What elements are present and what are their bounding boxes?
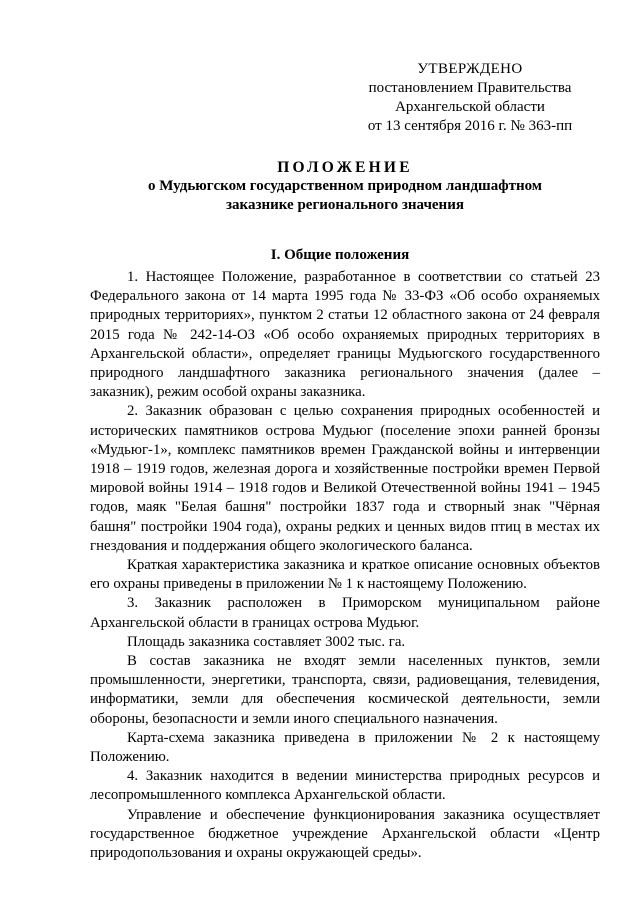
document-subtitle-line-2: заказнике регионального значения	[226, 197, 464, 213]
document-subtitle-line-1: о Мудьюгском государственном природном ландшафтном	[147, 178, 543, 194]
paragraph-3: Краткая характеристика заказника и краткое описание основных объектов его охраны приведены в приложении № 1 к настоящему Положению.	[90, 557, 600, 593]
paragraph-1: 1. Настоящее Положение, разработанное в соответствии со статьей 23 Федерального закона от 14 марта 1995 года № 33-ФЗ «Об особо охраняемых природных территориях», пунктом 2 статьи 12 областного закона от 24 февраля 2015 года № 242-14-ОЗ «Об особо охраняемых природных территориях в Архангельской области», определяет границы Мудьюгского государственного природного ландшафтного заказника регионального значения (далее – заказник), режим особой охраны заказника.	[90, 269, 600, 401]
approval-line-1: постановлением Правительства	[368, 80, 572, 96]
approval-stamp	[340, 60, 600, 136]
approval-line-2: Архангельской области	[395, 99, 545, 115]
section-heading: I. Общие положения	[270, 247, 410, 263]
paragraph-6: В состав заказника не входят земли населенных пунктов, земли промышленности, энергетики, транспорта, связи, радиовещания, телевидения, информатики, земли для обеспечения космической деятельности, земли обороны, безопасности и земли иного специального назначения.	[90, 653, 600, 727]
document-title: ПОЛОЖЕНИЕ	[277, 159, 413, 176]
paragraph-4: 3. Заказник расположен в Приморском муниципальном районе Архангельской области в границах острова Мудьюг.	[90, 595, 600, 631]
document-title-block	[60, 158, 630, 215]
paragraph-9: Управление и обеспечение функционирования заказника осуществляет государственное бюджетное учреждение Архангельской области «Центр природопользования и охраны окружающей среды».	[90, 806, 600, 862]
document-body	[90, 268, 600, 863]
approval-line-3: от 13 сентября 2016 г. № 363-пп	[367, 118, 573, 134]
paragraph-8: 4. Заказник находится в ведении министерства природных ресурсов и лесопромышленного комплекса Архангельской области.	[90, 768, 600, 804]
paragraph-7: Карта-схема заказника приведена в приложении № 2 к настоящему Положению.	[90, 729, 600, 766]
paragraph-5: Площадь заказника составляет 3002 тыс. га.	[127, 633, 406, 650]
approval-heading: УТВЕРЖДЕНО	[417, 61, 523, 77]
paragraph-2: 2. Заказник образован с целью сохранения природных особенностей и исторических памятников острова Мудьюг (поселение эпохи ранней бронзы «Мудьюг-1», комплекс памятников времен Гражданской войны и интервенции 1918 – 1919 годов, железная дорога и хозяйственные постройки времен Первой мировой войны 1914 – 1918 годов и Великой Отечественной войны 1941 – 1945 годов, маяк "Белая башня" постройки 1837 года и створный знак "Чёрная башня" постройки 1904 года), охраны редких и ценных видов птиц в местах их гнездования и поддержания общего экологического баланса.	[90, 403, 600, 554]
